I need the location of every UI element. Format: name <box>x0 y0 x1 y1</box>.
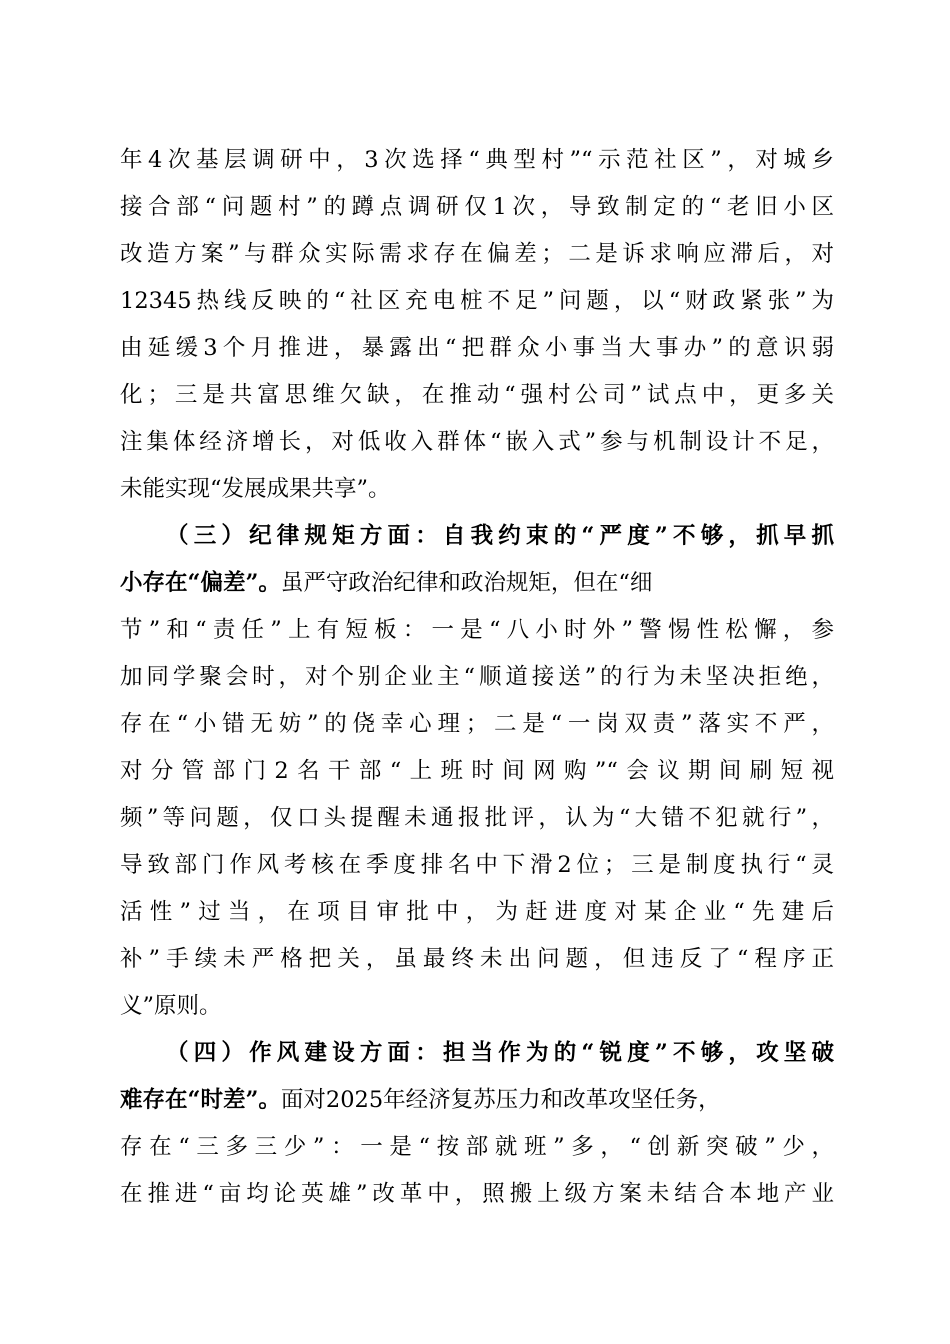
text-line-2: 接合部“问题村”的蹲点调研仅1次，导致制定的“老旧小区 <box>120 194 834 220</box>
section-heading-4-tail: 难存在“时差”。 <box>120 1087 281 1113</box>
section-heading-3-tail: 小存在“偏差”。 <box>120 570 281 596</box>
text-line-17: 活性”过当，在项目审批中，为赶进度对某企业“先建后 <box>120 899 834 925</box>
text-line-6: 化；三是共富思维欠缺，在推动“强村公司”试点中，更多关 <box>120 382 834 408</box>
section-heading-3-line-1: （三）纪律规矩方面：自我约束的“严度”不够，抓早抓 <box>166 523 834 549</box>
text-line-24: 在推进“亩均论英雄”改革中，照搬上级方案未结合本地产业 <box>120 1181 834 1207</box>
text-line-4: 12345热线反映的“社区充电桩不足”问题，以“财政紧张”为 <box>120 288 834 314</box>
text-line-11: 节”和“责任”上有短板：一是“八小时外”警惕性松懈，参 <box>120 617 834 643</box>
text-line-16: 导致部门作风考核在季度排名中下滑2位；三是制度执行“灵 <box>120 852 834 878</box>
text-line-18: 补”手续未严格把关，虽最终未出问题，但违反了“程序正 <box>120 946 834 972</box>
section-heading-4-line-1: （四）作风建设方面：担当作为的“锐度”不够，攻坚破 <box>166 1040 834 1066</box>
text-line-7: 注集体经济增长，对低收入群体“嵌入式”参与机制设计不足， <box>120 429 834 455</box>
text-line-19: 义”原则。 <box>120 993 222 1019</box>
text-line-1: 年4次基层调研中，3次选择“典型村”“示范社区”，对城乡 <box>120 147 834 173</box>
text-line-23: 存在“三多三少”：一是“按部就班”多，“创新突破”少， <box>120 1134 834 1160</box>
text-line-12: 加同学聚会时，对个别企业主“顺道接送”的行为未坚决拒绝， <box>120 664 834 690</box>
text-line-13: 存在“小错无妨”的侥幸心理；二是“一岗双责”落实不严， <box>120 711 834 737</box>
section-4-body-start: 面对2025年经济复苏压力和改革攻坚任务， <box>280 1087 721 1113</box>
section-heading-4-line-2 <box>120 1082 834 1118</box>
text-line-3: 改造方案”与群众实际需求存在偏差；二是诉求响应滞后，对 <box>120 241 834 267</box>
text-line-14: 对分管部门2名干部“上班时间网购”“会议期间刷短视 <box>120 758 834 784</box>
section-heading-3-line-2 <box>120 565 834 601</box>
text-line-5: 由延缓3个月推进，暴露出“把群众小事当大事办”的意识弱 <box>120 335 834 361</box>
section-3-body-start: 虽严守政治纪律和政治规矩，但在“细 <box>280 570 653 596</box>
text-line-15: 频”等问题，仅口头提醒未通报批评，认为“大错不犯就行”， <box>120 805 834 831</box>
text-line-8: 未能实现“发展成果共享”。 <box>120 476 391 502</box>
